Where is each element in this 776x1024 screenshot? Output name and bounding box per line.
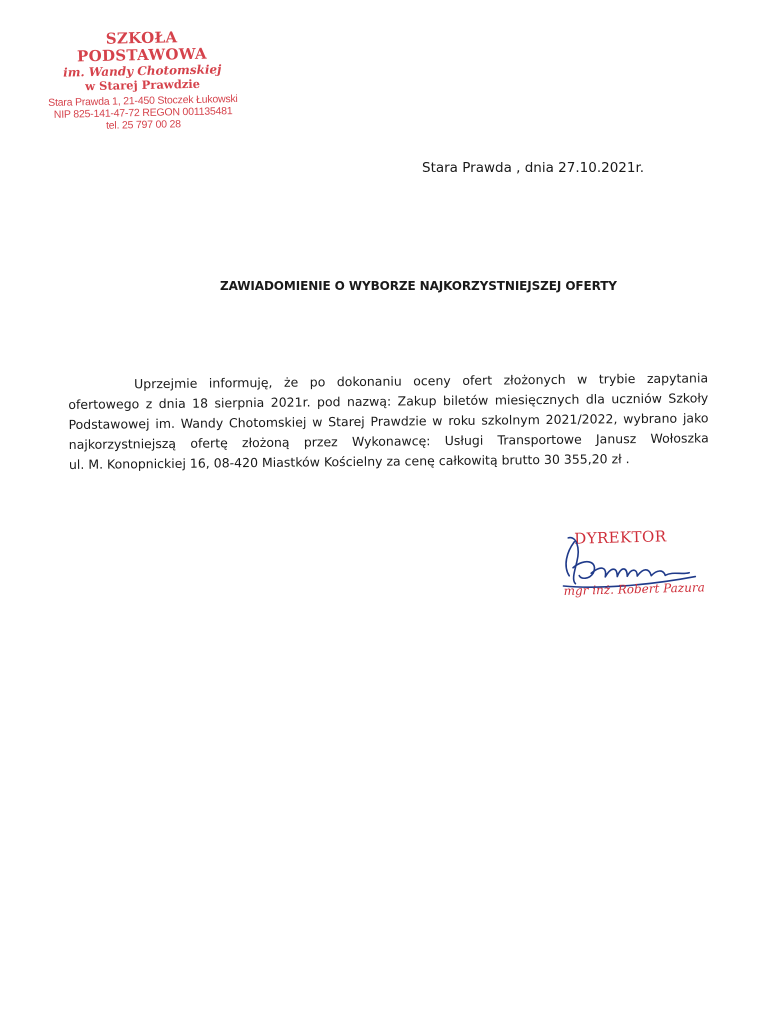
place-date: Stara Prawda , dnia 27.10.2021r. <box>422 160 645 176</box>
body-line: ul. M. Konopnickiej 16, 08-420 Miastków Kościelny za cenę całkowitą brutto 30 355,20 zł . <box>68 451 630 472</box>
stamp-phone: tel. 25 797 00 28 <box>105 118 181 132</box>
director-stamp-title: DYREKTOR <box>574 527 667 548</box>
stamp-school-name: SZKOŁA PODSTAWOWA <box>76 28 208 66</box>
body-paragraph <box>68 368 709 475</box>
document-title: ZAWIADOMIENIE O WYBORZE NAJKORZYSTNIEJSZEJ OFERTY <box>220 279 617 293</box>
school-stamp <box>39 28 246 133</box>
director-name: mgr inż. Robert Pazura <box>563 580 705 599</box>
stamp-address: Stara Prawda 1, 21-450 Stoczek Łukowski <box>48 93 238 109</box>
body-line: ofertowego z dnia 18 sierpnia 2021r. pod nazwą: Zakup biletów miesięcznych dla uczniów Szkoły <box>68 390 709 412</box>
body-line: Uprzejmie informuję, że po dokonaniu oceny ofert złożonych w trybie zapytania <box>134 370 709 392</box>
director-signature-block <box>554 524 726 608</box>
body-line: najkorzystniejszą ofertę złożoną przez Wykonawcę: Usługi Transportowe Janusz Wołoszka <box>68 430 709 452</box>
stamp-place: w Starej Prawdzie <box>85 76 201 94</box>
stamp-ids: NIP 825-141-47-72 REGON 001135481 <box>53 105 233 121</box>
stamp-patron: im. Wandy Chotomskiej <box>63 62 222 80</box>
body-line: Podstawowej im. Wandy Chotomskiej w Starej Prawdzie w roku szkolnym 2021/2022, wybrano jako <box>68 410 709 432</box>
